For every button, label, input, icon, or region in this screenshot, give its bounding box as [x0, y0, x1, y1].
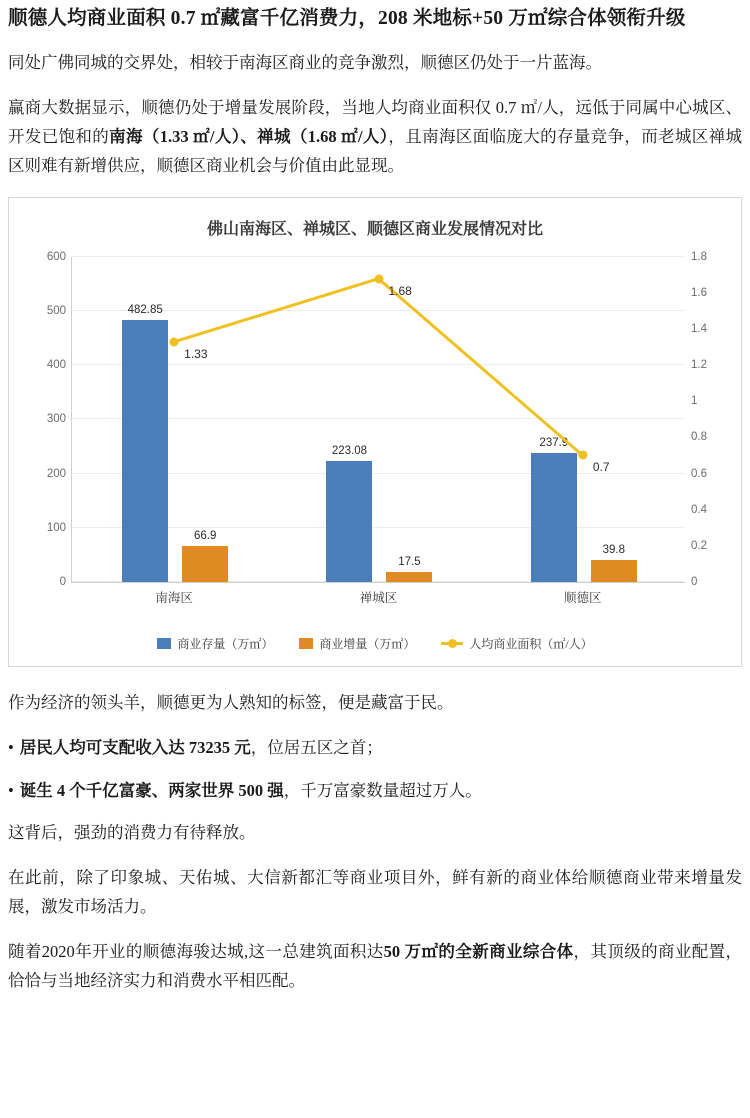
legend-item-percapita	[441, 635, 592, 652]
bullet-income-highlight: 居民人均可支配收入达 73235 元	[19, 737, 251, 757]
x-axis-tick: 南海区	[155, 590, 193, 605]
bullet-rich-highlight: 诞生 4 个千亿富豪、两家世界 500 强	[19, 780, 284, 800]
y-axis-left-tick: 400	[46, 359, 66, 372]
bullet-list	[8, 734, 742, 806]
paragraph-project-highlight: 50 万㎡的全新商业综合体	[383, 942, 574, 962]
legend-item-increment	[299, 635, 415, 652]
line-series-percapita	[72, 257, 685, 582]
y-axis-right-tick: 0.4	[691, 503, 707, 516]
legend-label-stock: 商业存量（万㎡）	[177, 636, 274, 651]
legend-label-percapita: 人均商业面积（㎡/人）	[469, 636, 593, 651]
y-axis-left-tick: 100	[46, 521, 66, 534]
paragraph-data-part2: ，且南海区面临庞大的存量竞争，而老城区禅城区则难有新增供应，顺德区商业机会与价值由此显现。	[8, 127, 743, 175]
bar-label-increment: 39.8	[602, 544, 626, 557]
legend-label-increment: 商业增量（万㎡）	[319, 636, 416, 651]
bar-label-stock: 237.9	[539, 436, 569, 449]
bar-label-stock: 223.08	[331, 445, 368, 458]
chart-legend	[19, 635, 731, 652]
line-point-label: 1.68	[388, 283, 412, 298]
bullet-rich	[8, 777, 742, 806]
legend-item-stock	[157, 635, 273, 652]
y-axis-right-tick: 0	[691, 575, 698, 588]
line-point-percapita[interactable]	[374, 274, 383, 283]
line-point-percapita[interactable]	[170, 337, 179, 346]
y-axis-left-tick: 200	[46, 467, 66, 480]
paragraph-intro: 同处广佛同城的交界处，相较于南海区商业的竞争激烈，顺德区仍处于一片蓝海。	[8, 53, 602, 73]
bullet-rich-rest: ，千万富豪数量超过万人。	[283, 780, 482, 800]
y-axis-right-tick: 0.2	[691, 539, 707, 552]
line-point-label: 0.7	[592, 460, 610, 475]
y-axis-left-tick: 600	[46, 250, 66, 263]
chart-title: 佛山南海区、禅城区、顺德区商业发展情况对比	[206, 220, 543, 238]
legend-swatch-stock	[157, 638, 171, 649]
paragraph-data	[8, 94, 742, 181]
paragraph-data-highlight: 南海（1.33 ㎡/人）、禅城（1.68 ㎡/人）	[109, 127, 389, 147]
x-axis-tick: 顺德区	[564, 590, 602, 605]
bar-label-increment: 17.5	[398, 556, 421, 569]
y-axis-left-tick: 500	[46, 305, 66, 318]
y-axis-left-tick: 300	[46, 413, 66, 426]
line-point-percapita[interactable]	[578, 451, 587, 460]
bullet-income	[8, 734, 742, 763]
y-axis-left-tick: 0	[59, 575, 66, 588]
y-axis-right-tick: 0.8	[691, 431, 707, 444]
x-axis-tick: 禅城区	[359, 590, 398, 605]
page-title: 顺德人均商业面积 0.7 ㎡藏富千亿消费力，208 米地标+50 万㎡综合体领衔升级	[8, 8, 686, 29]
line-point-label: 1.33	[184, 346, 208, 361]
legend-swatch-increment	[299, 638, 313, 649]
y-axis-right-tick: 1.8	[691, 250, 707, 263]
paragraph-data-part1: 赢商大数据显示，顺德仍处于增量发展阶段，当地人均商业面积仅 0.7 ㎡/人，远低于同属中心城区、开发已饱和的	[8, 98, 742, 147]
chart-plot-area	[25, 249, 725, 619]
y-axis-right-tick: 1.2	[691, 359, 707, 372]
paragraph-project	[8, 938, 742, 996]
paragraph-project-part1: 随着2020年开业的顺德海骏达城,这一总建筑面积达	[8, 942, 384, 962]
paragraph-consumption: 这背后，强劲的消费力有待释放。	[8, 823, 256, 843]
paragraph-project-part2: ，其顶级的商业配置，恰恰与当地经济实力和消费水平相匹配。	[8, 942, 743, 990]
article-page	[0, 6, 750, 1118]
bar-label-stock: 482.85	[127, 304, 163, 317]
y-axis-right-tick: 1.4	[691, 323, 707, 336]
chart-container	[8, 197, 742, 667]
y-axis-right-tick: 1	[691, 395, 698, 408]
legend-swatch-percapita	[441, 642, 463, 645]
bar-label-increment: 66.9	[193, 529, 217, 542]
y-axis-right-tick: 0.6	[691, 467, 707, 480]
paragraph-economy: 作为经济的领头羊，顺德更为人熟知的标签，便是藏富于民。	[8, 692, 454, 712]
y-axis-right-tick: 1.6	[691, 286, 707, 299]
bullet-income-rest: ，位居五区之首；	[250, 737, 383, 757]
paragraph-history: 在此前，除了印象城、天佑城、大信新都汇等商业项目外，鲜有新的商业体给顺德商业带来增量发展，激发市场活力。	[8, 868, 742, 917]
chart-plot	[46, 250, 707, 605]
